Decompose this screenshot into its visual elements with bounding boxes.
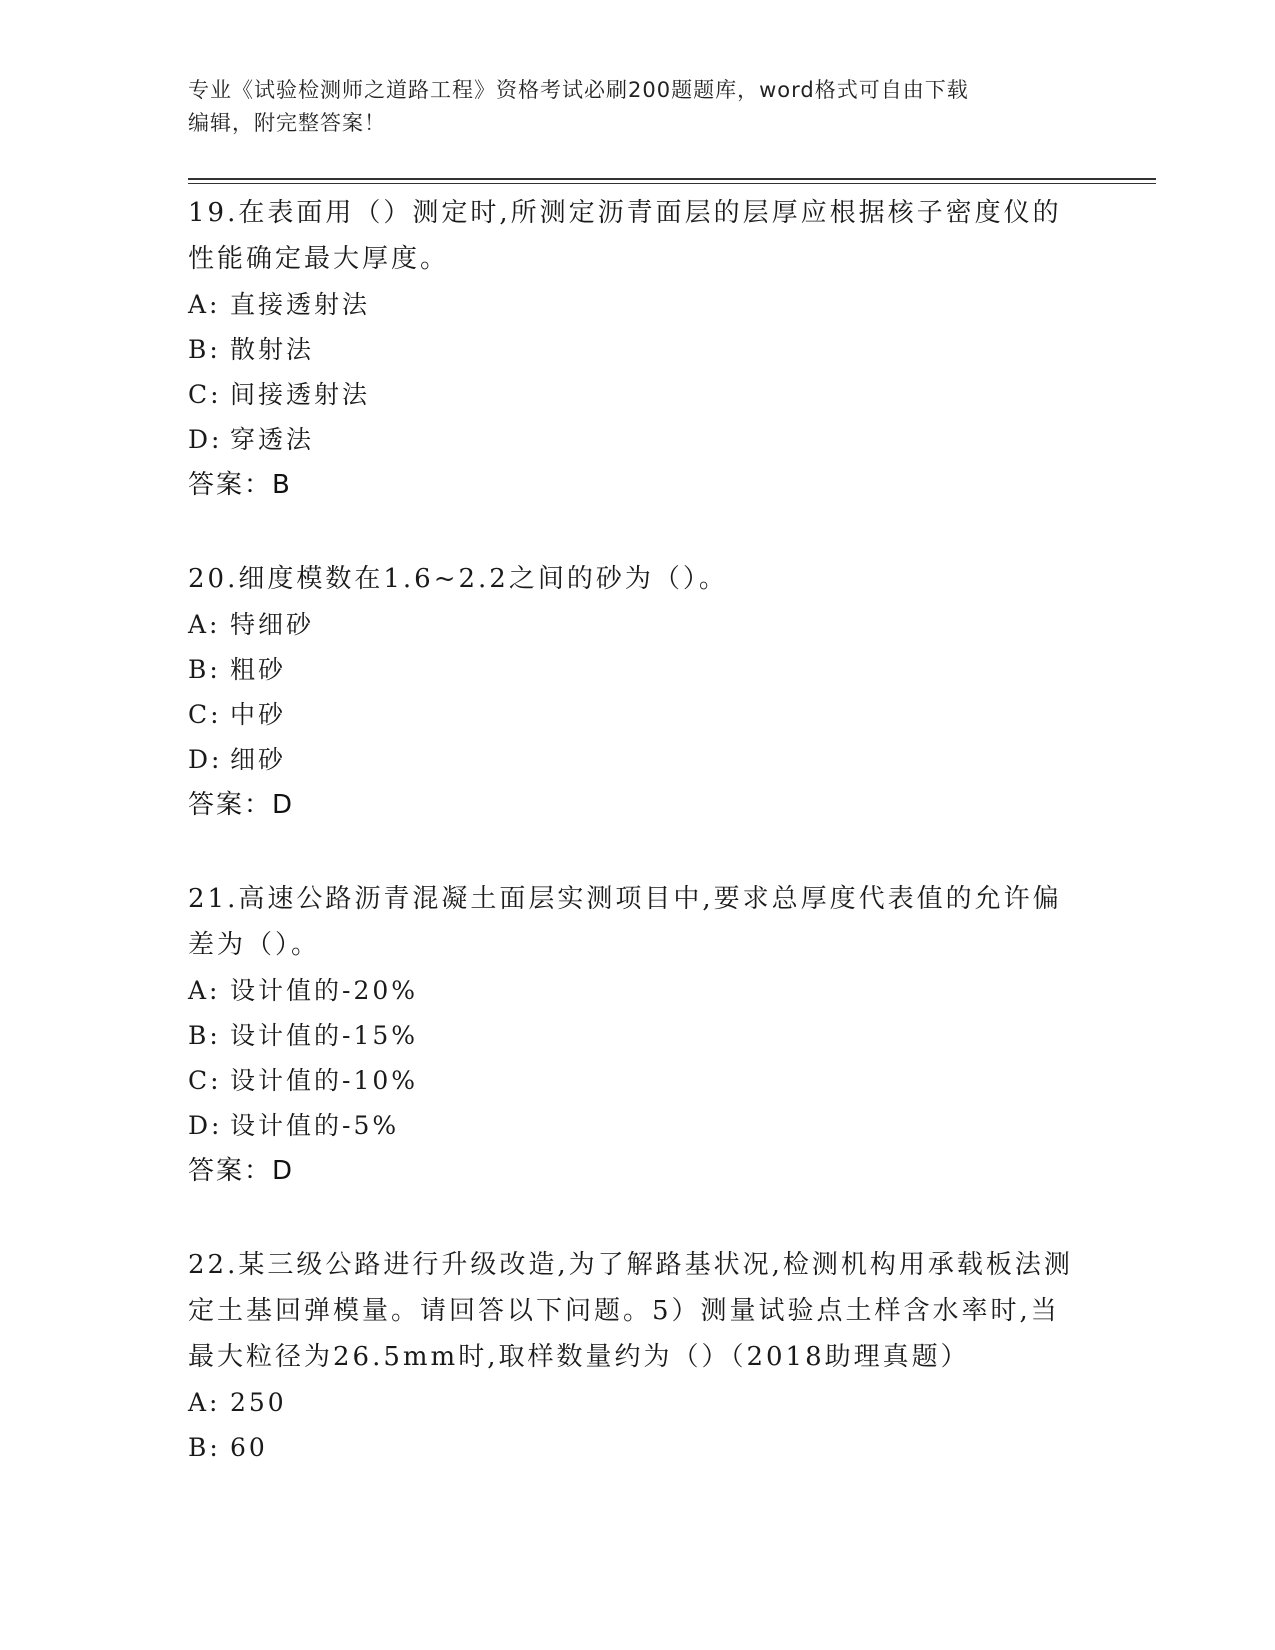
stem-line: 差为（）。 [188,930,321,960]
option-text: 细砂 [230,745,287,774]
option-d [188,1103,1088,1148]
stem-line: 21.高速公路沥青混凝土面层实测项目中,要求总厚度代表值的允许偏 [188,884,1062,914]
option-text: 散射法 [230,335,315,364]
option-text: 设计值的-10% [230,1066,419,1095]
option-text: 特细砂 [230,610,315,639]
answer-line [188,1148,1088,1194]
option-d [188,417,1088,462]
option-key: C: [188,380,222,409]
document-header [188,74,1068,140]
option-text: 设计值的-5% [230,1111,400,1140]
answer-line [188,782,1088,828]
option-key: C: [188,700,222,729]
option-key: A: [188,610,221,639]
answer-label: 答案： [188,790,273,820]
option-text: 穿透法 [230,425,315,454]
question-stem [188,190,1088,282]
answer-value: B [272,470,292,500]
option-b [188,1013,1088,1058]
answer-label: 答案： [188,1156,273,1186]
option-key: B: [188,655,221,684]
option-text: 60 [230,1433,268,1462]
option-key: A: [188,290,221,319]
question-22 [188,1242,1088,1470]
question-stem [188,876,1088,968]
stem-line: 最大粒径为26.5mm时,取样数量约为（）（2018助理真题） [188,1342,970,1372]
option-text: 250 [230,1388,287,1417]
option-b [188,1425,1088,1470]
option-c [188,372,1088,417]
option-c [188,692,1088,737]
stem-line: 定土基回弹模量。请回答以下问题。5）测量试验点土样含水率时,当 [188,1296,1060,1326]
option-a [188,282,1088,327]
question-21 [188,876,1088,1194]
header-line-2: 编辑，附完整答案！ [188,111,386,135]
option-a [188,968,1088,1013]
question-20 [188,556,1088,828]
option-c [188,1058,1088,1103]
question-list [188,190,1088,1518]
option-key: D: [188,425,223,454]
stem-line: 性能确定最大厚度。 [188,244,450,274]
answer-value: D [272,1156,295,1186]
answer-line [188,462,1088,508]
option-key: D: [188,745,223,774]
stem-line: 20.细度模数在1.6~2.2之间的砂为（）。 [188,564,728,594]
header-divider-thin [188,183,1156,184]
option-text: 间接透射法 [230,380,371,409]
option-a [188,602,1088,647]
question-stem [188,556,1088,602]
option-key: B: [188,1021,221,1050]
option-text: 中砂 [230,700,287,729]
option-b [188,647,1088,692]
option-d [188,737,1088,782]
option-text: 粗砂 [230,655,287,684]
question-19 [188,190,1088,508]
option-key: B: [188,1433,221,1462]
question-stem [188,1242,1088,1380]
option-key: A: [188,976,221,1005]
header-line-1: 专业《试验检测师之道路工程》资格考试必刷200题题库，word格式可自由下载 [188,78,969,102]
option-text: 设计值的-20% [230,976,419,1005]
stem-line: 19.在表面用（）测定时,所测定沥青面层的层厚应根据核子密度仪的 [188,198,1062,228]
option-b [188,327,1088,372]
option-key: B: [188,335,221,364]
option-key: C: [188,1066,222,1095]
option-key: D: [188,1111,223,1140]
option-key: A: [188,1388,221,1417]
stem-line: 22.某三级公路进行升级改造,为了解路基状况,检测机构用承载板法测 [188,1250,1073,1280]
header-divider-thick [188,178,1156,180]
answer-label: 答案： [188,470,273,500]
option-a [188,1380,1088,1425]
option-text: 直接透射法 [230,290,371,319]
answer-value: D [272,790,295,820]
option-text: 设计值的-15% [230,1021,419,1050]
